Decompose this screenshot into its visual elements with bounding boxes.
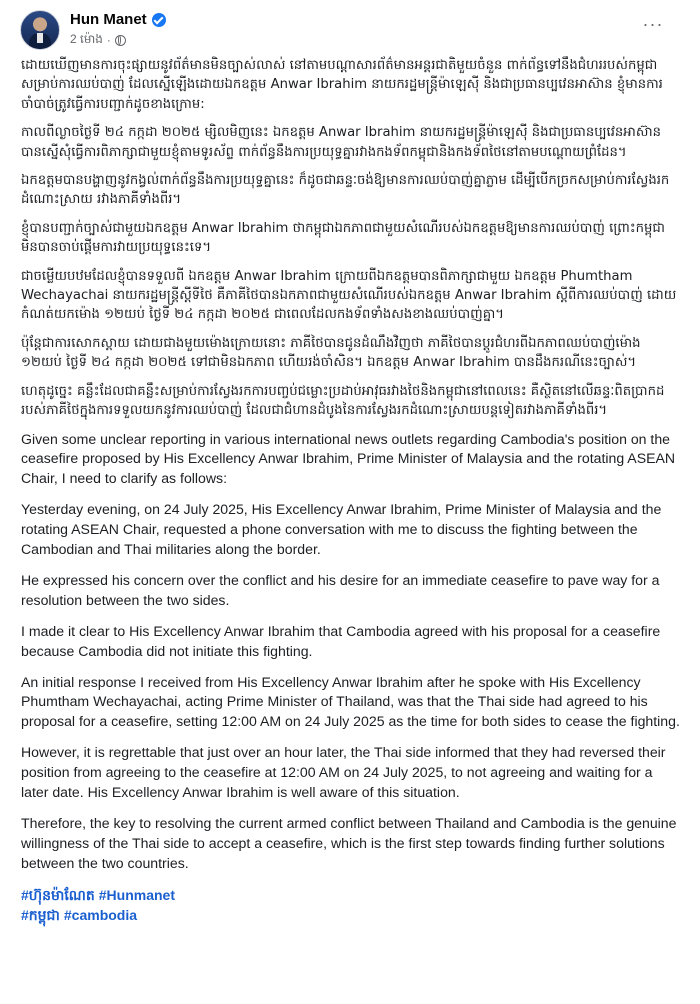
- english-paragraph-7: Therefore, the key to resolving the current armed conflict between Thailand and Cambodia is the genuine willingness of the Thai side to accept a ceasefire, which is the first step towards finding further solutions between the two countries.: [21, 815, 677, 871]
- khmer-paragraph-2: កាលពីល្ងាចថ្ងៃទី ២៤ កក្កដា ២០២៥ ម្សិលមិញនេះ ឯកឧត្តម Anwar Ibrahim នាយករដ្ឋមន្ត្រីម៉ាឡេស៊ី និងជាប្រធានប្បវេនអាស៊ាន បានស្នើសុំធ្វើការពិភាក្សាជាមួយខ្ញុំតាមទូរស័ព្ទ ពាក់ព័ន្ធនឹងការប្រយុទ្ធគ្នារវាងកងទ័ពកម្ពុជានិងកងទ័ពថៃនៅតាមបណ្តោយព្រំដែន។: [21, 125, 661, 160]
- more-options-button[interactable]: ···: [642, 14, 664, 34]
- english-paragraph-2: Yesterday evening, on 24 July 2025, His Excellency Anwar Ibrahim, Prime Minister of Malaysia and the rotating ASEAN Chair, requested a phone conversation with me to discuss the fighting between the Cambodian and Thai militaries along the border.: [21, 501, 662, 558]
- verified-badge-icon: [152, 13, 166, 27]
- english-paragraph-4: I made it clear to His Excellency Anwar Ibrahim that Cambodia agreed with his proposal for a ceasefire because Cambodia did not initiate this fighting.: [21, 622, 661, 659]
- post-header: [20, 10, 690, 50]
- hashtag-link[interactable]: #ហ៊ុនម៉ាណែត: [21, 886, 95, 903]
- avatar-shirt: [37, 33, 43, 43]
- hashtag-link[interactable]: #cambodia: [63, 906, 138, 923]
- post-meta: [70, 31, 126, 49]
- post-time[interactable]: 2 ម៉ោង: [70, 32, 103, 46]
- english-paragraph-6: However, it is regrettable that just over an hour later, the Thai side informed that they had reversed their position from agreeing to the ceasefire at 12:00 AM on 24 July 2025, to not agreeing and waiting for a later date. His Excellency Anwar Ibrahim is well aware of this situation.: [21, 744, 666, 801]
- english-paragraph-1: Given some unclear reporting in various international news outlets regarding Cambodia's position on the ceasefire proposed by His Excellency Anwar Ibrahim, Prime Minister of Malaysia and the rotating ASEAN Chair, I need to clarify as follows:: [21, 430, 676, 487]
- hashtag-line-1: [21, 885, 680, 905]
- post-body: [21, 56, 680, 925]
- khmer-paragraph-6: ប៉ុន្តែជាការសោកស្តាយ ដោយជាងមួយម៉ោងក្រោយនោះ ភាគីថៃបានជូនដំណឹងវិញថា ភាគីថៃបានប្តូរជំហរពីឯកភាពឈប់បាញ់ម៉ោង ១២យប់ ថ្ងៃទី ២៤ កក្កដា ២០២៥ ទៅជាមិនឯកភាព ហើយរង់ចាំសិន។ ឯកឧត្តម Anwar Ibrahim បានដឹងករណីនេះច្បាស់។: [21, 335, 641, 371]
- khmer-paragraph-5: ជាចម្លើយបឋមដែលខ្ញុំបានទទួលពី ឯកឧត្តម Anwar Ibrahim ក្រោយពីឯកឧត្តមបានពិភាក្សាជាមួយ ឯកឧត្តម Phumtham Wechayachai នាយករដ្ឋមន្ត្រីស្តីទីថៃ គឺភាគីថៃបានឯកភាពជាមួយសំណើរបស់ឯកឧត្តម Anwar Ibrahim ស្តីពីការឈប់បាញ់ ដោយកំណត់យកម៉ោង ១២យប់ ថ្ងៃទី ២៤ កក្កដា ២០២៥ ជាពេលដែលកងទ័ពទាំងសងខាងឈប់បាញ់គ្នា។: [21, 268, 677, 323]
- author-avatar[interactable]: [20, 10, 60, 50]
- meta-separator: ·: [106, 33, 111, 47]
- author-line: [70, 11, 166, 28]
- hashtags: [21, 885, 680, 925]
- khmer-paragraph-4: ខ្ញុំបានបញ្ជាក់ច្បាស់ជាមួយឯកឧត្តម Anwar Ibrahim ថាកម្ពុជាឯកភាពជាមួយសំណើរបស់ឯកឧត្តមឱ្យមានការឈប់បាញ់ ព្រោះកម្ពុជាមិនបានចាប់ផ្តើមការវាយប្រយុទ្ធនេះទេ។: [21, 220, 665, 256]
- hashtag-line-2: [21, 905, 680, 925]
- khmer-paragraph-3: ឯកឧត្តមបានបង្ហាញនូវកង្វល់ពាក់ព័ន្ធនឹងការប្រយុទ្ធគ្នានេះ ក៏ដូចជាឆន្ទៈចង់ឱ្យមានការឈប់បាញ់គ្នាភ្លាម ដើម្បីបើកច្រកសម្រាប់ការស្វែងរកដំណោះស្រាយ រវាងភាគីទាំងពីរ។: [21, 173, 670, 208]
- hashtag-link[interactable]: #Hunmanet: [98, 886, 175, 903]
- english-paragraph-5: An initial response I received from His Excellency Anwar Ibrahim after he spoke with His Excellency Phumtham Wechayachai, acting Prime Minister of Thailand, was that the Thai side had agreed to his proposal for a ceasefire, setting 12:00 AM on 24 July 2025 as the time for both sides to cease the fighting.: [21, 673, 680, 730]
- khmer-paragraph-1: ដោយឃើញមានការចុះផ្សាយនូវព័ត៌មានមិនច្បាស់លាស់ នៅតាមបណ្តាសារព័ត៌មានអន្តរជាតិមួយចំនួន ពាក់ព័ន្ធទៅនឹងជំហររបស់កម្ពុជា សម្រាប់ការឈប់បាញ់ ដែលស្នើឡើងដោយឯកឧត្តម Anwar Ibrahim នាយករដ្ឋមន្ត្រីម៉ាឡេស៊ី និងជាប្រធានប្បវេនអាស៊ាន ខ្ញុំមានការចាំបាច់ត្រូវធ្វើការបញ្ជាក់ដូចខាងក្រោម:: [21, 58, 663, 112]
- author-name[interactable]: Hun Manet: [70, 11, 147, 28]
- globe-icon: [115, 35, 126, 46]
- english-paragraph-3: He expressed his concern over the conflict and his desire for an immediate ceasefire to pave way for a resolution between the two sides.: [21, 571, 660, 608]
- hashtag-link[interactable]: #កម្ពុជា: [21, 906, 60, 923]
- khmer-paragraph-7: ហេតុដូច្នេះ គន្លឹះដែលជាគន្លឹះសម្រាប់ការស្វែងរកការបញ្ចប់ជម្លោះប្រដាប់អាវុធរវាងថៃនិងកម្ពុជានៅពេលនេះ គឺស្ថិតនៅលើឆន្ទៈពិតប្រាកដរបស់ភាគីថៃក្នុងការទទួលយកនូវការឈប់បាញ់ ដែលជាជំហានដំបូងនៃការស្វែងរកដំណោះស្រាយបន្តទៀតរវាងភាគីទាំងពីរ។: [21, 383, 665, 419]
